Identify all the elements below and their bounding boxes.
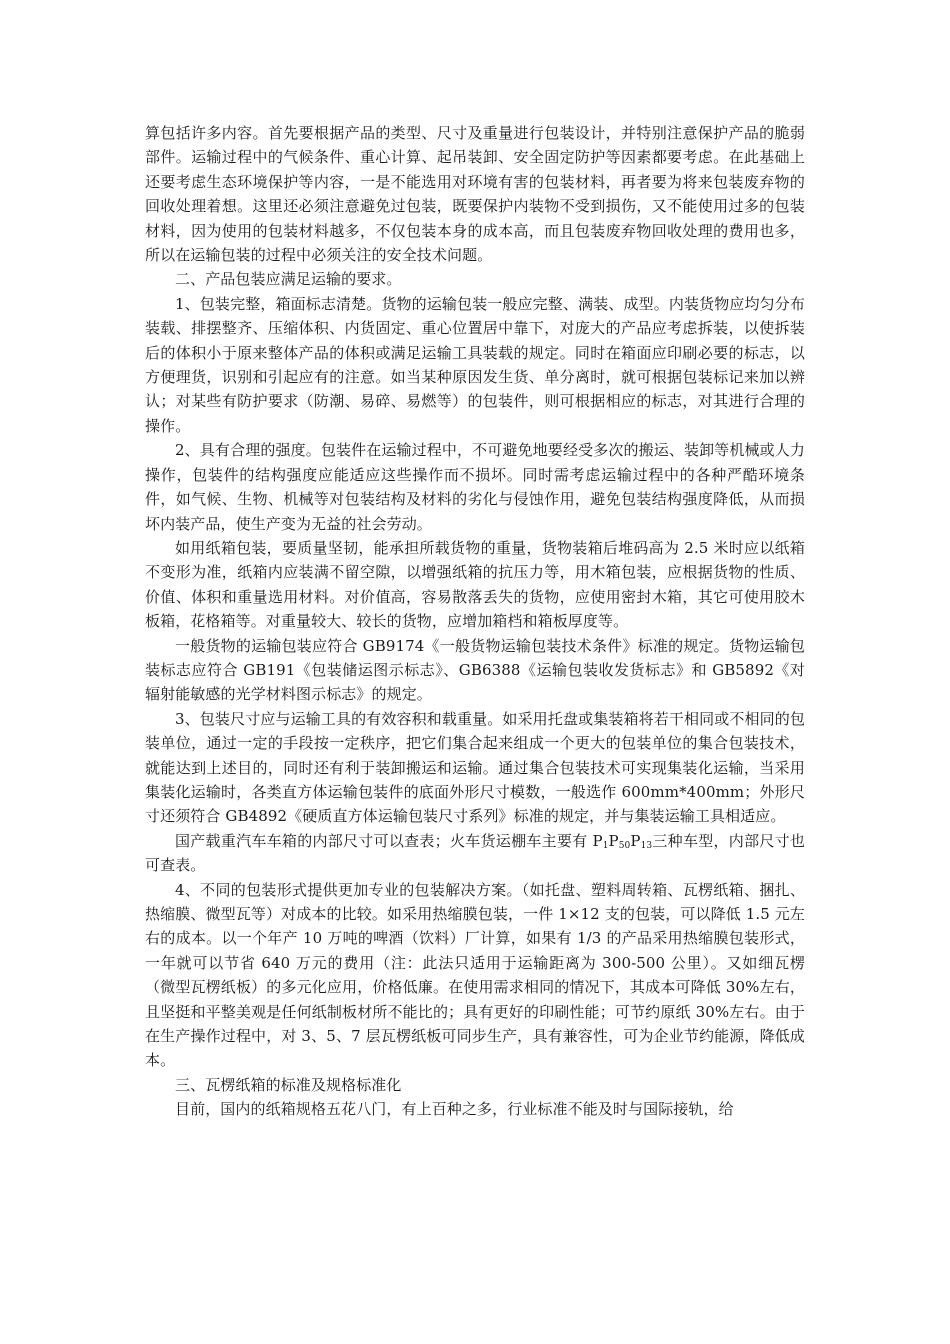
subscript-50: 50 [618,840,631,851]
paragraph-complete-packaging: 1、包装完整，箱面标志清楚。货物的运输包装一般应完整、满装、成型。内装货物应均匀分布装载、排摆整齐、压缩体积、内货固定、重心位置居中靠下，对庞大的产品应考虑拆装，以使拆装后的体积小于原来整体产品的体积或满足运输工具装载的规定。同时在箱面应印刷必要的标志，以方便理货，识别和引起应有的注意。如当某种原因发生货、单分离时，就可根据包装标记来加以辨认；对某些有防护要求（防潮、易碎、易燃等）的包装件，则可根据相应的标志，对其进行合理的操作。 [145,294,805,435]
subscript-13: 13 [640,840,653,851]
paragraph-standards: 一般货物的运输包装应符合 GB9174《一般货物运输包装技术条件》标准的规定。货物运输包装标志应符合 GB191《包装储运图示标志》、GB6388《运输包装收发货标志》和 GB5892《对辐射能敏感的光学材料图示标志》的规定。 [145,636,805,704]
paragraph-current-status: 目前，国内的纸箱规格五花八门，有上百种之多，行业标准不能及时与国际接轨，给 [175,1100,734,1119]
vehicle-text-after: 三种车型，内部尺寸也可查表。 [145,831,805,875]
vehicle-text-before: 国产载重汽车车箱的内部尺寸可以查表；火车货运棚车主要有 P [175,831,603,850]
section-heading-corrugated-standards: 三、瓦楞纸箱的标准及规格标准化 [175,1075,402,1094]
paragraph-vehicle-dimensions [145,829,805,878]
section-heading-transport-requirements: 二、产品包装应满足运输的要求。 [175,270,402,289]
subscript-1: 1 [602,840,609,851]
paragraph-intro-continuation: 算包括许多内容。首先要根据产品的类型、尺寸及重量进行包装设计，并特别注意保护产品的脆弱部件。运输过程中的气候条件、重心计算、起吊装卸、安全固定防护等因素都要考虑。在此基础上还要考虑生态环境保护等内容，一是不能选用对环境有害的包装材料，再者要为将来包装废弃物的回收处理着想。这里还必须注意避免过包装，既要保护内装物不受到损伤，又不能使用过多的包装材料，因为使用的包装材料越多，不仅包装本身的成本高，而且包装废弃物回收处理的费用也多，所以在运输包装的过程中必须关注的安全技术问题。 [145,124,805,265]
paragraph-package-dimensions: 3、包装尺寸应与运输工具的有效容积和载重量。如采用托盘或集装箱将若干相同或不相同的包装单位，通过一定的手段按一定秩序，把它们集合起来组成一个更大的包装单位的集合包装技术，就能达到上述目的，同时还有利于装卸搬运和运输。通过集合包装技术可实现集装化运输，当采用集装化运输时，各类直方体运输包装件的底面外形尺寸模数，一般选作 600mm*400mm；外形尺寸还须符合 GB4892《硬质直方体运输包装尺寸系列》标准的规定，并与集装运输工具相适应。 [145,709,805,826]
paragraph-reasonable-strength: 2、具有合理的强度。包装件在运输过程中，不可避免地要经受多次的搬运、装卸等机械或人力操作，包装件的结构强度应能适应这些操作而不损坏。同时需考虑运输过程中的各种严酷环境条件，如气候、生物、机械等对包装结构及材料的劣化与侵蚀作用，避免包装结构强度降低，从而损坏内装产品，使生产变为无益的社会劳动。 [145,441,805,533]
document-page [145,121,805,1122]
vehicle-text-p3: P [630,831,641,850]
paragraph-carton-box: 如用纸箱包装，要质量坚韧，能承担所载货物的重量，货物装箱后堆码高为 2.5 米时应以纸箱不变形为准，纸箱内应装满不留空隙，以增强纸箱的抗压力等，用木箱包装，应根据货物的性质、价值、体积和重量选用材料。对价值高，容易散落丢失的货物，应使用密封木箱，其它可使用胶木板箱，花格箱等。对重量较大、较长的货物，应增加箱档和箱板厚度等。 [145,538,805,631]
paragraph-packaging-forms: 4、不同的包装形式提供更加专业的包装解决方案。（如托盘、塑料周转箱、瓦楞纸箱、捆扎、热缩膜、微型瓦等）对成本的比较。如采用热缩膜包装，一件 1×12 支的包装，可以降低 1.5 元左右的成本。以一个年产 10 万吨的啤酒（饮料）厂计算，如果有 1/3 的产品采用热缩膜包装形式，一年就可以节省 640 万元的费用（注：此法只适用于运输距离为 300-500 公里）。又如细瓦楞（微型瓦楞纸板）的多元化应用，价格低廉。在使用需求相同的情况下，其成本可降低 30%左右，且坚挺和平整美观是任何纸制板材所不能比的；具有更好的印刷性能；可节约原纸 30%左右。由于在生产操作过程中，对 3、5、7 层瓦楞纸板可同步生产，具有兼容性，可为企业节约能源，降低成本。 [145,880,805,1070]
vehicle-text-p2: P [608,831,619,850]
